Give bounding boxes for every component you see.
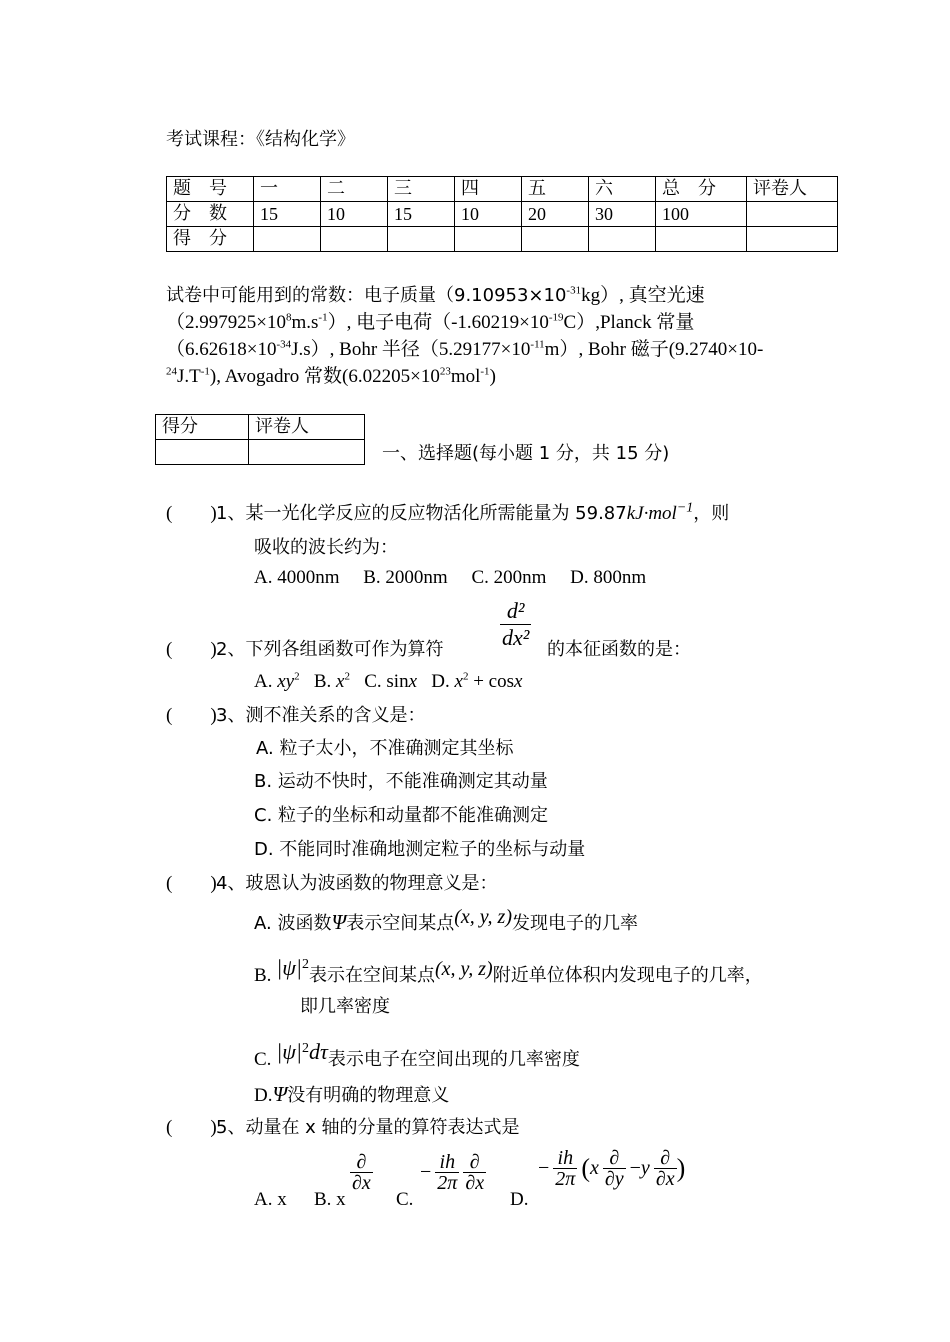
answer-blank[interactable]: ( ) bbox=[166, 705, 217, 726]
option-c[interactable]: C. $|\psi|^2d\tau$表示电子在空间出现的几率密度 bbox=[254, 1039, 580, 1070]
table-row: 得 分 bbox=[167, 227, 838, 252]
option-d-formula: − $\frac{ih}{2\pi}$ (x $\frac{\partial}{\partial y}$ −y $\frac{\partial}{\partial x}$ ) bbox=[538, 1147, 686, 1190]
question-1-line-2: 吸收的波长约为： bbox=[254, 537, 398, 558]
constants-line-2: $(2.997925\times 10^8m.s^{-1})$, 电子电荷$(-1.60219\times 10^{-19}C),Planck$ 常量 bbox=[166, 311, 695, 333]
option-d[interactable]: D.Ψ没有明确的物理意义 bbox=[254, 1082, 450, 1106]
option-d[interactable]: D. bbox=[510, 1189, 529, 1210]
answer-blank[interactable]: ( ) bbox=[166, 639, 217, 660]
table-row: 分 数 15 10 15 10 20 30 100 bbox=[167, 202, 838, 227]
question-2-tail: 的本征函数的是： bbox=[547, 639, 691, 660]
answer-blank[interactable]: ( ) bbox=[166, 873, 217, 894]
constants-line-1: 试卷中可能用到的常数：电子质量$(9.10953\times 10^{-31}kg)$, 真空光速 bbox=[166, 284, 705, 306]
constants-line-4: $^{24}J.T^{-1}$), Avogadro 常数$(6.02205\times 10^{23}mol^{-1})$ bbox=[166, 365, 496, 387]
answer-blank[interactable]: ( ) bbox=[166, 503, 217, 524]
operator-fraction: $\frac{\text{d²}}{\text{dx²}}$ bbox=[502, 598, 530, 650]
question-2: 2、下列各组函数可作为算符 bbox=[216, 639, 444, 660]
question-4: 4、玻恩认为波函数的物理意义是： bbox=[216, 873, 498, 894]
constants-line-3: $(6.62618\times 10^{-34}J.s)$, Bohr 半径$(5.29177\times 10^{-11}m)$, Bohr 磁子(9.2740×10- bbox=[166, 338, 764, 360]
section-title: 一、选择题(每小题 1 分，共 15 分) bbox=[382, 443, 670, 464]
option-b[interactable]: B. $|\psi|^2$表示在空间某点(x, y, z)附近单位体积内发现电子的几率， bbox=[254, 955, 763, 986]
option-d[interactable]: D. 不能同时准确地测定粒子的坐标与动量 bbox=[254, 839, 586, 860]
option-b-line-2: 即几率密度 bbox=[300, 996, 390, 1017]
answer-blank[interactable]: ( ) bbox=[166, 1117, 217, 1138]
option-b[interactable]: B. x bbox=[314, 1189, 346, 1210]
question-5: 5、动量在 x 轴的分量的算符表达式是 bbox=[216, 1117, 520, 1138]
option-c-formula: − $\frac{ih}{2\pi}$ $\frac{\partial}{\partial x}$ bbox=[420, 1151, 485, 1194]
question-1: 1、某一光化学反应的反应物活化所需能量为 59.87kJ·mol$^{-1}$，则 bbox=[216, 500, 730, 524]
question-2-options[interactable]: A. $xy^2$ B. $x^2$ C. sinx D. $x^2 + \cos x$ bbox=[254, 670, 523, 692]
option-c[interactable]: C. bbox=[396, 1189, 414, 1210]
option-c[interactable]: C. 粒子的坐标和动量都不能准确测定 bbox=[254, 805, 549, 826]
option-b[interactable]: B. 运动不快时，不能准确测定其动量 bbox=[254, 771, 548, 792]
question-1-options[interactable]: A. 4000nm B. 2000nm C. 200nm D. 800nm bbox=[254, 567, 647, 588]
option-a[interactable]: A. 粒子太小，不准确测定其坐标 bbox=[256, 738, 514, 759]
grader-table: 得分 评卷人 bbox=[155, 414, 365, 465]
score-table bbox=[166, 176, 838, 252]
partial-x-fraction: $\frac{\partial}{\partial x}$ bbox=[352, 1151, 371, 1194]
course-title: 考试课程：《结构化学》 bbox=[166, 129, 355, 150]
table-row: 题 号 一 二 三 四 五 六 总 分 评卷人 bbox=[167, 177, 838, 202]
option-a[interactable]: A. 波函数Ψ表示空间某点(x, y, z)发现电子的几率 bbox=[254, 906, 638, 934]
option-a[interactable]: A. x bbox=[254, 1189, 287, 1210]
question-3: 3、测不准关系的含义是： bbox=[216, 705, 426, 726]
